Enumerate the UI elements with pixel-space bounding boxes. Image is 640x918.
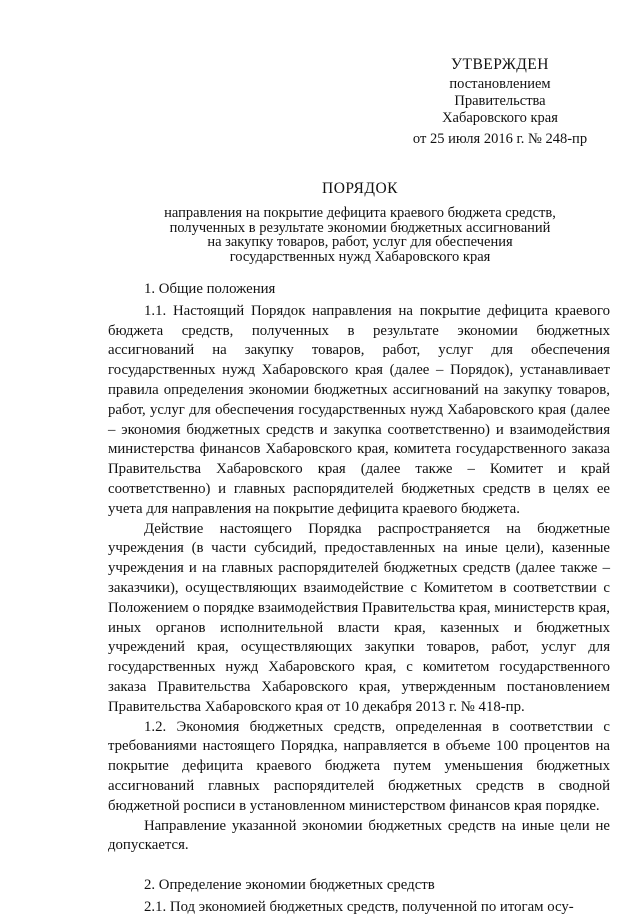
approval-date: от 25 июля 2016 г. № 248-пр bbox=[412, 131, 588, 147]
subtitle-line: на закупку товаров, работ, услуг для обеспечения bbox=[207, 234, 513, 250]
section-1-paragraph-2: Действие настоящего Порядка распространяется на бюджетные учреждения (в части субсидий, предоставленных на иные цели), казенные учреждения и на главных распорядителей бюджетных средств (далее также – заказчики), осуществляющих взаимодействие с Комитетом в соответствии с Положением о порядке взаимодействия Правительства края, министерств края, иных органов исполнительной власти края, казенных и бюджетных учреждений края, осуществляющих закупки товаров, работ, услуг для государственных нужд Хабаровского края, с комитетом государственного заказа Правительства Хабаровского края, утвержденным постановлением Правительства Хабаровского края от 10 декабря 2013 г. № 418-пр. bbox=[108, 520, 610, 715]
document-body bbox=[108, 280, 610, 918]
section-2-paragraph-1: 2.1. Под экономией бюджетных средств, полученной по итогам осу- bbox=[144, 898, 574, 915]
section-1-paragraph-4: Направление указанной экономии бюджетных средств на иные цели не допускается. bbox=[108, 817, 610, 854]
title-block bbox=[80, 180, 640, 264]
document-title: ПОРЯДОК bbox=[322, 180, 398, 197]
subtitle-line: направления на покрытие дефицита краевого бюджета средств, bbox=[164, 205, 556, 221]
approval-line-2: Правительства bbox=[454, 93, 546, 109]
section-1-heading: 1. Общие положения bbox=[144, 281, 276, 297]
approval-heading: УТВЕРЖДЕН bbox=[451, 56, 549, 73]
approval-line-1: постановлением bbox=[449, 76, 551, 92]
subtitle-line: государственных нужд Хабаровского края bbox=[229, 248, 491, 265]
section-1-paragraph-1: 1.1. Настоящий Порядок направления на покрытие дефицита краевого бюджета средств, полученных в результате экономии бюджетных ассигнований на закупку товаров, работ, услуг для обеспечения государственных нужд Хабаровского края (далее – Порядок), устанавливает правила определения экономии бюджетных ассигнований на закупку товаров, работ, услуг для обеспечения государственных нужд Хабаровского края (далее – экономия бюджетных средств и закупка соответственно) и взаимодействия министерства финансов Хабаровского края, комитета государственного заказа Правительства Хабаровского края (далее также – Комитет и край соответственно) и главных распорядителей бюджетных средств в целях ее учета для направления на покрытие дефицита краевого бюджета. bbox=[108, 302, 610, 517]
approval-line-3: Хабаровского края bbox=[442, 110, 558, 126]
section-spacer bbox=[108, 856, 610, 876]
section-2-heading: 2. Определение экономии бюджетных средств bbox=[144, 877, 435, 894]
subtitle-line: полученных в результате экономии бюджетных ассигнований bbox=[169, 219, 551, 236]
approval-stamp bbox=[380, 56, 620, 148]
section-1-paragraph-3: 1.2. Экономия бюджетных средств, определенная в соответствии с требованиями настоящего Порядка, направляется в объеме 100 процентов на покрытие дефицита краевого бюджета путем уменьшения бюджетных ассигнований главных распорядителей бюджетных средств в сводной бюджетной росписи в установленном министерством финансов края порядке. bbox=[108, 718, 610, 814]
document-subtitle bbox=[80, 206, 640, 264]
